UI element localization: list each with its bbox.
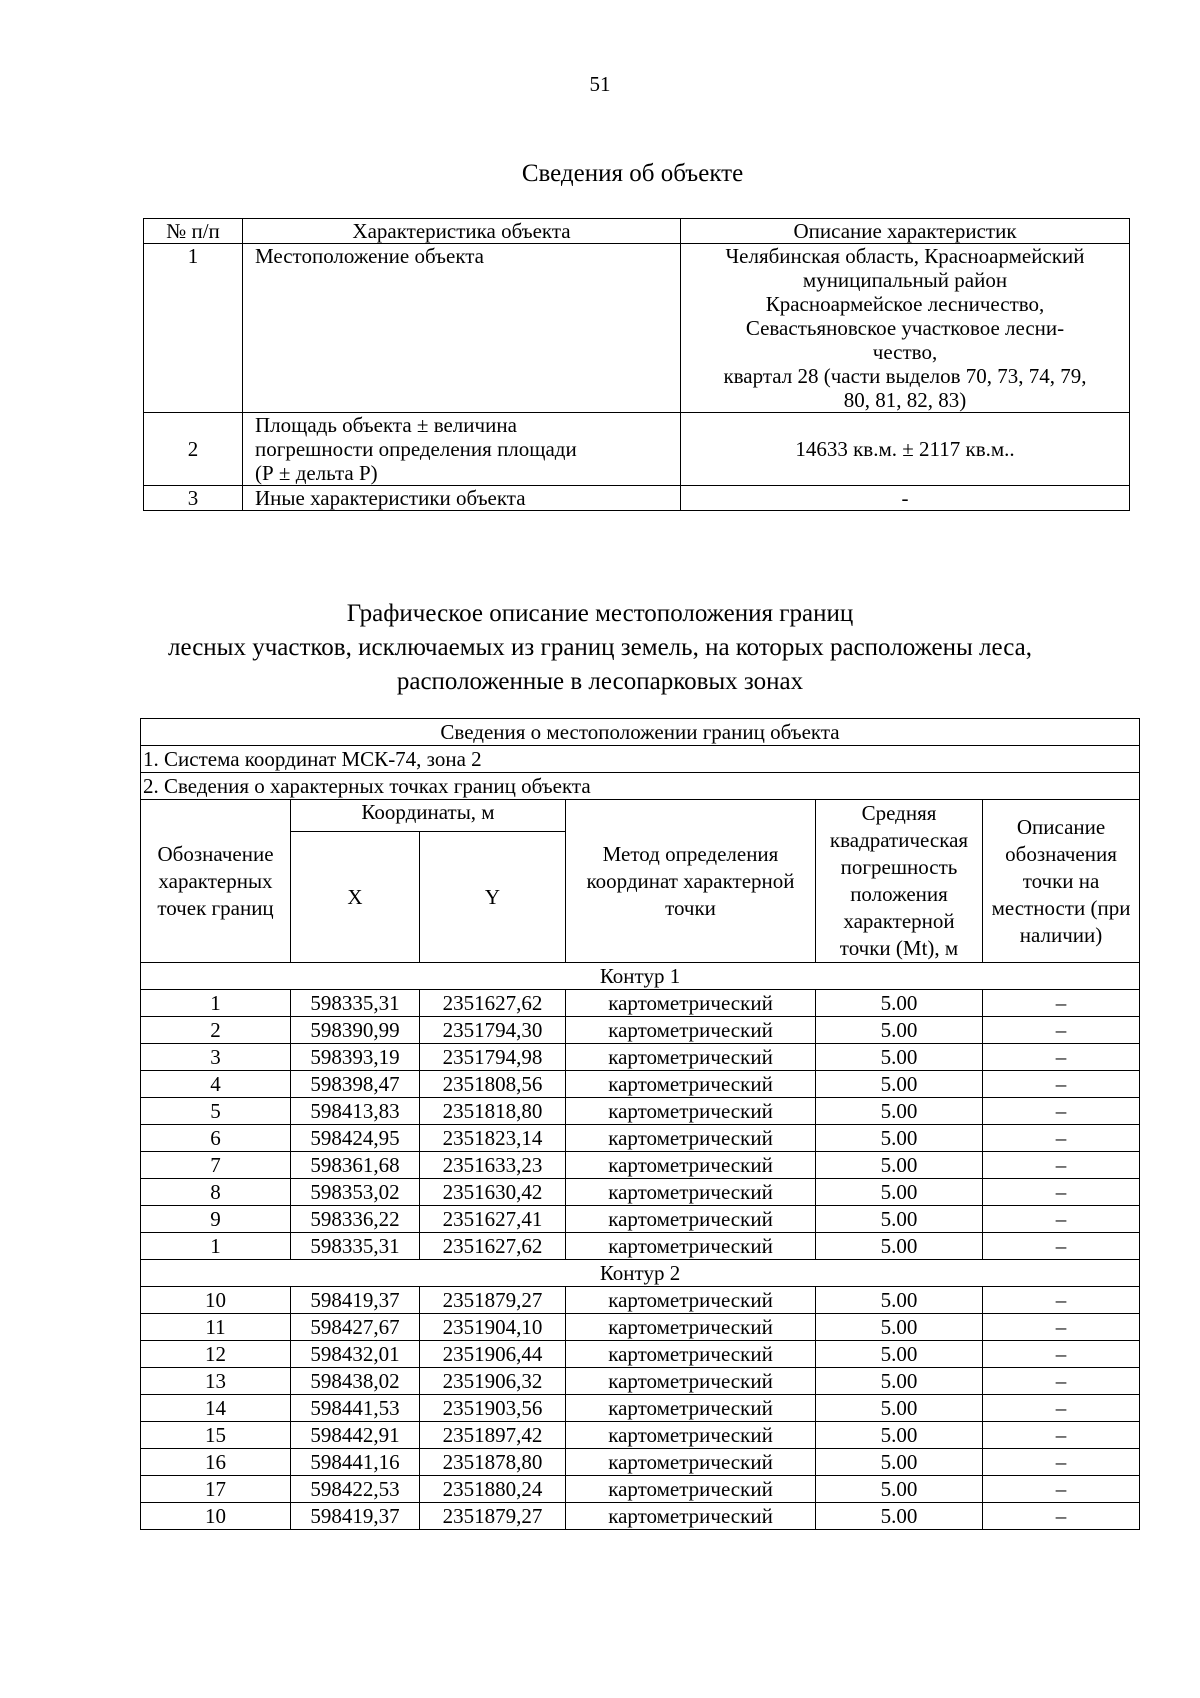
method: картометрический [566, 1287, 816, 1314]
point-number: 9 [141, 1206, 291, 1233]
method: картометрический [566, 1233, 816, 1260]
description-line: Челябинская область, Красноармейский [725, 244, 1085, 268]
table-row [141, 1044, 1140, 1071]
table-row [141, 1179, 1140, 1206]
accuracy: 5.00 [816, 1314, 983, 1341]
table-row [141, 1368, 1140, 1395]
coord-x: 598361,68 [291, 1152, 420, 1179]
point-number: 13 [141, 1368, 291, 1395]
point-number: 6 [141, 1125, 291, 1152]
point-description: – [983, 990, 1140, 1017]
method: картометрический [566, 1395, 816, 1422]
table-row [141, 1287, 1140, 1314]
table-row [141, 1395, 1140, 1422]
accuracy: 5.00 [816, 1098, 983, 1125]
coord-y: 2351823,14 [420, 1125, 566, 1152]
point-number: 11 [141, 1314, 291, 1341]
point-number: 17 [141, 1476, 291, 1503]
row-characteristic: Местоположение объекта [243, 244, 681, 413]
point-number: 5 [141, 1098, 291, 1125]
coord-x: 598413,83 [291, 1098, 420, 1125]
coord-y: 2351808,56 [420, 1071, 566, 1098]
coord-y: 2351879,27 [420, 1503, 566, 1530]
accuracy: 5.00 [816, 1125, 983, 1152]
table-row [144, 244, 1130, 413]
method: картометрический [566, 1098, 816, 1125]
point-description: – [983, 1179, 1140, 1206]
coord-x: 598393,19 [291, 1044, 420, 1071]
table-row [141, 1098, 1140, 1125]
method: картометрический [566, 1044, 816, 1071]
point-description: – [983, 1422, 1140, 1449]
description-line: муниципальный район [802, 268, 1008, 292]
accuracy: 5.00 [816, 1503, 983, 1530]
accuracy: 5.00 [816, 1449, 983, 1476]
accuracy: 5.00 [816, 1071, 983, 1098]
point-number: 4 [141, 1071, 291, 1098]
coord-x: 598419,37 [291, 1287, 420, 1314]
table-row [141, 1476, 1140, 1503]
row-characteristic [243, 413, 681, 486]
method: картометрический [566, 1422, 816, 1449]
characteristic-line: (Р ± дельта Р) [255, 461, 378, 485]
method: картометрический [566, 1017, 816, 1044]
description-line: квартал 28 (части выделов 70, 73, 74, 79, [723, 364, 1087, 388]
coord-x: 598419,37 [291, 1503, 420, 1530]
object-info-table [143, 218, 1130, 511]
description-line: Севастьяновское участковое лесни- [745, 316, 1065, 340]
point-number: 8 [141, 1179, 291, 1206]
accuracy: 5.00 [816, 1368, 983, 1395]
contour-label: Контур 1 [141, 963, 1140, 990]
coord-x: 598441,53 [291, 1395, 420, 1422]
header-description: Описание характеристик [681, 219, 1130, 244]
boundary-points-body [141, 963, 1140, 1530]
table-row [141, 1341, 1140, 1368]
table-header-row [141, 800, 1140, 832]
point-description: – [983, 1314, 1140, 1341]
accuracy: 5.00 [816, 1152, 983, 1179]
accuracy: 5.00 [816, 1233, 983, 1260]
point-number: 14 [141, 1395, 291, 1422]
table-row [141, 1503, 1140, 1530]
points-title-row [141, 773, 1140, 800]
point-description: – [983, 1341, 1140, 1368]
point-description: – [983, 1449, 1140, 1476]
coord-x: 598335,31 [291, 1233, 420, 1260]
method: картометрический [566, 1368, 816, 1395]
method: картометрический [566, 1206, 816, 1233]
header-y: Y [420, 832, 566, 963]
point-description: – [983, 1071, 1140, 1098]
accuracy: 5.00 [816, 1476, 983, 1503]
row-number: 1 [144, 244, 243, 413]
point-number: 1 [141, 1233, 291, 1260]
coord-y: 2351906,44 [420, 1341, 566, 1368]
boundary-points-table [140, 718, 1140, 1530]
table-row [141, 1422, 1140, 1449]
title-line: лесных участков, исключаемых из границ земель, на которых расположены леса, [168, 634, 1032, 661]
accuracy: 5.00 [816, 1044, 983, 1071]
coordinate-system: 1. Система координат МСК-74, зона 2 [141, 746, 1140, 773]
point-number: 3 [141, 1044, 291, 1071]
coord-x: 598432,01 [291, 1341, 420, 1368]
method: картометрический [566, 1503, 816, 1530]
coord-x: 598422,53 [291, 1476, 420, 1503]
table-row [141, 1071, 1140, 1098]
contour-header-row [141, 1260, 1140, 1287]
coordinate-system-row [141, 746, 1140, 773]
accuracy: 5.00 [816, 990, 983, 1017]
table-row [141, 1125, 1140, 1152]
coord-x: 598442,91 [291, 1422, 420, 1449]
row-description: 14633 кв.м. ± 2117 кв.м.. [681, 413, 1130, 486]
point-description: – [983, 1368, 1140, 1395]
coord-y: 2351906,32 [420, 1368, 566, 1395]
point-number: 1 [141, 990, 291, 1017]
point-description: – [983, 1098, 1140, 1125]
coord-x: 598335,31 [291, 990, 420, 1017]
row-characteristic: Иные характеристики объекта [243, 486, 681, 511]
method: картометрический [566, 1152, 816, 1179]
coord-y: 2351794,30 [420, 1017, 566, 1044]
coord-x: 598336,22 [291, 1206, 420, 1233]
coord-x: 598427,67 [291, 1314, 420, 1341]
header-number: № п/п [144, 219, 243, 244]
header-coordinates: Координаты, м [291, 800, 566, 832]
header-x: X [291, 832, 420, 963]
row-description [681, 244, 1130, 413]
method: картометрический [566, 1179, 816, 1206]
table-row [141, 1314, 1140, 1341]
coord-x: 598398,47 [291, 1071, 420, 1098]
table-row [144, 486, 1130, 511]
description-line: Красноармейское лесничество, [765, 292, 1045, 316]
point-description: – [983, 1017, 1140, 1044]
accuracy: 5.00 [816, 1341, 983, 1368]
description-line: 80, 81, 82, 83) [843, 388, 967, 412]
accuracy: 5.00 [816, 1179, 983, 1206]
title-line: расположенные в лесопарковых зонах [396, 668, 804, 695]
row-description: - [681, 486, 1130, 511]
table-row [141, 1152, 1140, 1179]
coord-y: 2351878,80 [420, 1449, 566, 1476]
coord-x: 598353,02 [291, 1179, 420, 1206]
header-method: Метод определения координат характерной точки [566, 800, 816, 963]
characteristic-line: погрешности определения площади [255, 437, 577, 461]
point-description: – [983, 1125, 1140, 1152]
contour-label: Контур 2 [141, 1260, 1140, 1287]
coord-y: 2351633,23 [420, 1152, 566, 1179]
point-description: – [983, 1287, 1140, 1314]
point-number: 12 [141, 1341, 291, 1368]
header-accuracy: Средняя квадратическая погрешность положения характерной точки (Mt), м [816, 800, 983, 963]
method: картометрический [566, 1125, 816, 1152]
point-number: 2 [141, 1017, 291, 1044]
accuracy: 5.00 [816, 1422, 983, 1449]
point-description: – [983, 1044, 1140, 1071]
description-line: чество, [872, 340, 938, 364]
accuracy: 5.00 [816, 1395, 983, 1422]
coord-y: 2351630,42 [420, 1179, 566, 1206]
point-description: – [983, 1503, 1140, 1530]
method: картометрический [566, 1476, 816, 1503]
point-number: 10 [141, 1287, 291, 1314]
coord-y: 2351627,41 [420, 1206, 566, 1233]
header-characteristic: Характеристика объекта [243, 219, 681, 244]
point-description: – [983, 1476, 1140, 1503]
point-description: – [983, 1152, 1140, 1179]
point-description: – [983, 1395, 1140, 1422]
object-info-title: Сведения об объекте [521, 160, 744, 187]
accuracy: 5.00 [816, 1206, 983, 1233]
coord-x: 598438,02 [291, 1368, 420, 1395]
coord-y: 2351897,42 [420, 1422, 566, 1449]
row-number: 3 [144, 486, 243, 511]
method: картометрический [566, 1341, 816, 1368]
points-title: 2. Сведения о характерных точках границ объекта [141, 773, 1140, 800]
title-line: Графическое описание местоположения границ [346, 600, 854, 627]
method: картометрический [566, 990, 816, 1017]
point-description: – [983, 1206, 1140, 1233]
table-header-row [144, 219, 1130, 244]
table-row [141, 1233, 1140, 1260]
coord-y: 2351627,62 [420, 990, 566, 1017]
header-point-description: Описание обозначения точки на местности (при наличии) [983, 800, 1140, 963]
coord-x: 598441,16 [291, 1449, 420, 1476]
accuracy: 5.00 [816, 1017, 983, 1044]
method: картометрический [566, 1449, 816, 1476]
table-caption-row [141, 719, 1140, 746]
header-designation: Обозначение характерных точек границ [141, 800, 291, 963]
method: картометрический [566, 1314, 816, 1341]
coord-y: 2351818,80 [420, 1098, 566, 1125]
table-row [141, 1017, 1140, 1044]
coord-y: 2351879,27 [420, 1287, 566, 1314]
table-row [141, 1449, 1140, 1476]
point-number: 16 [141, 1449, 291, 1476]
accuracy: 5.00 [816, 1287, 983, 1314]
row-number: 2 [144, 413, 243, 486]
method: картометрический [566, 1071, 816, 1098]
page-number: 51 [589, 72, 611, 96]
coord-y: 2351880,24 [420, 1476, 566, 1503]
coord-y: 2351903,56 [420, 1395, 566, 1422]
contour-header-row [141, 963, 1140, 990]
graphic-description-title [0, 597, 1200, 699]
table-caption: Сведения о местоположении границ объекта [141, 719, 1140, 746]
table-row [141, 990, 1140, 1017]
table-row [144, 413, 1130, 486]
coord-x: 598424,95 [291, 1125, 420, 1152]
coord-x: 598390,99 [291, 1017, 420, 1044]
point-description: – [983, 1233, 1140, 1260]
coord-y: 2351794,98 [420, 1044, 566, 1071]
point-number: 7 [141, 1152, 291, 1179]
point-number: 15 [141, 1422, 291, 1449]
characteristic-line: Площадь объекта ± величина [255, 413, 517, 437]
table-row [141, 1206, 1140, 1233]
coord-y: 2351627,62 [420, 1233, 566, 1260]
point-number: 10 [141, 1503, 291, 1530]
coord-y: 2351904,10 [420, 1314, 566, 1341]
